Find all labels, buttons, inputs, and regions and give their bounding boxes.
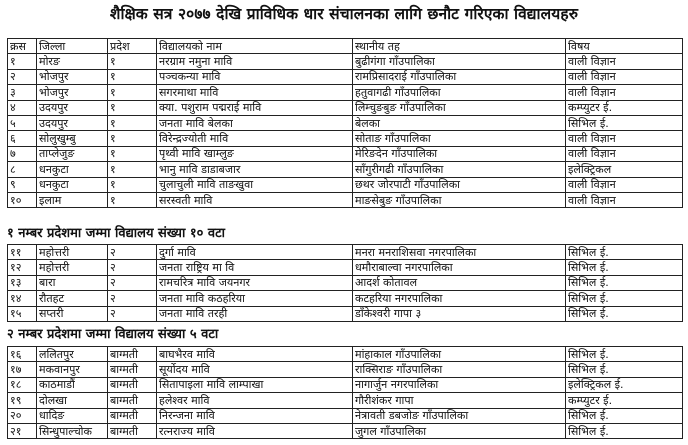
subject-cell: सिभिल ई. (566, 347, 683, 362)
serial-cell: ५ (8, 115, 37, 130)
province-cell: १ (108, 131, 157, 146)
school-name-cell: जनता मावि कठहरिया (157, 291, 353, 306)
table-row (8, 377, 683, 392)
district-cell: धनकुटा (37, 162, 108, 177)
table-row (8, 347, 683, 362)
subject-cell: सिभिल ई. (566, 245, 683, 260)
local-level-cell: नेत्रावती डबजोङ गाँउपालिका (353, 408, 566, 423)
serial-cell: ३ (8, 85, 37, 100)
table-row (8, 146, 683, 161)
school-name-cell: रत्नराज्य मावि (157, 423, 353, 438)
local-level-cell: साँगुरीगढी गाँउपालिका (353, 162, 566, 177)
subject-cell: सिभिल ई. (566, 423, 683, 438)
province-cell: १ (108, 54, 157, 69)
local-level-cell: मनरा मनराशिसवा नगरपालिका (353, 245, 566, 260)
local-level-cell: मांहाकाल गाँउपालिका (353, 347, 566, 362)
local-level-cell: जुगल गाँउपालिका (353, 423, 566, 438)
local-level-cell: मेरिङदेन गाँउपालिका (353, 146, 566, 161)
district-cell: काठमाडौं (37, 377, 108, 392)
local-level-cell: धमौराबाल्वा नगरपालिका (353, 260, 566, 275)
schools-table-bagmati (7, 346, 683, 439)
table-row (8, 260, 683, 275)
schools-table-province-1 (7, 38, 683, 208)
school-name-cell: सरस्वती मावि (157, 192, 353, 207)
page-title: शैक्षिक सत्र २०७७ देखि प्राविधिक धार संचालनका लागि छनौट गरिएका विद्यालयहरु (109, 5, 579, 23)
province-cell: बाग्मती (108, 362, 157, 377)
header-school-name: विद्यालयको नाम (157, 39, 353, 54)
subject-cell: वाली विज्ञान (566, 177, 683, 192)
table-row (8, 362, 683, 377)
subject-cell: वाली विज्ञान (566, 85, 683, 100)
subject-cell: सिभिल ई. (566, 291, 683, 306)
serial-cell: १४ (8, 291, 37, 306)
serial-cell: ७ (8, 146, 37, 161)
province-cell: बाग्मती (108, 408, 157, 423)
subject-cell: वाली विज्ञान (566, 131, 683, 146)
province-cell: १ (108, 177, 157, 192)
school-name-cell: सितापाइला मावि लाम्पाखा (157, 377, 353, 392)
school-name-cell: बाघभैरव मावि (157, 347, 353, 362)
table-row (8, 245, 683, 260)
serial-cell: १६ (8, 347, 37, 362)
district-cell: ताप्लेजुङ (37, 146, 108, 161)
header-local-level: स्थानीय तह (353, 39, 566, 54)
district-cell: उदयपुर (37, 100, 108, 115)
province-cell: १ (108, 162, 157, 177)
school-name-cell: जनता मावि बेलका (157, 115, 353, 130)
schools-table-province-2 (7, 244, 683, 322)
table-row (8, 115, 683, 130)
subject-cell: सिभिल ई. (566, 362, 683, 377)
table-row (8, 192, 683, 207)
school-name-cell: चुलाचुली मावि ताङखुवा (157, 177, 353, 192)
local-level-cell: रामप्रिसादराई गाँउपालिका (353, 69, 566, 84)
local-level-cell: नागार्जुन नगरपालिका (353, 377, 566, 392)
subject-cell: सिभिल ई. (566, 408, 683, 423)
subject-cell: इलेक्ट्रिकल (566, 162, 683, 177)
school-name-cell: सूर्योदय मावि (157, 362, 353, 377)
serial-cell: ९ (8, 177, 37, 192)
serial-cell: २१ (8, 423, 37, 438)
district-cell: सिन्धुपाल्चोक (37, 423, 108, 438)
province-cell: १ (108, 69, 157, 84)
district-cell: मकवानपुर (37, 362, 108, 377)
subject-cell: कम्प्युटर ई. (566, 393, 683, 408)
serial-cell: १० (8, 192, 37, 207)
table-row (8, 54, 683, 69)
subject-cell: कम्प्युटर ई. (566, 100, 683, 115)
local-level-cell: छथर जोरपाटी गाँउपालिका (353, 177, 566, 192)
header-district: जिल्ला (37, 39, 108, 54)
province-cell: १ (108, 115, 157, 130)
local-level-cell: कटहरिया नगरपालिका (353, 291, 566, 306)
subject-cell: इलेक्ट्रिकल ई. (566, 377, 683, 392)
local-level-cell: डाँकेश्वरी गापा ३ (353, 306, 566, 321)
province-cell: १ (108, 100, 157, 115)
serial-cell: ६ (8, 131, 37, 146)
district-cell: महोत्तरी (37, 245, 108, 260)
table-row (8, 69, 683, 84)
district-cell: भोजपुर (37, 85, 108, 100)
school-name-cell: भानु मावि डाडाबजार (157, 162, 353, 177)
subject-cell: सिभिल ई. (566, 306, 683, 321)
school-name-cell: सगरमाथा मावि (157, 85, 353, 100)
province-cell: २ (108, 245, 157, 260)
school-name-cell: दुर्गा मावि (157, 245, 353, 260)
serial-cell: ८ (8, 162, 37, 177)
table-header-row (8, 39, 683, 54)
province-cell: बाग्मती (108, 377, 157, 392)
district-cell: भोजपुर (37, 69, 108, 84)
subject-cell: वाली विज्ञान (566, 54, 683, 69)
local-level-cell: आदर्श कोतावल (353, 275, 566, 290)
province-cell: बाग्मती (108, 423, 157, 438)
table-row (8, 423, 683, 438)
local-level-cell: गौरीशंकर गापा (353, 393, 566, 408)
school-name-cell: निरन्जना मावि (157, 408, 353, 423)
district-cell: मोरङ (37, 54, 108, 69)
local-level-cell: सोताङ गाँउपालिका (353, 131, 566, 146)
serial-cell: २ (8, 69, 37, 84)
province-cell: १ (108, 192, 157, 207)
subject-cell: सिभिल ई. (566, 275, 683, 290)
district-cell: महोत्तरी (37, 260, 108, 275)
table-row (8, 177, 683, 192)
school-name-cell: रामचरित्र मावि जयनगर (157, 275, 353, 290)
province-cell: २ (108, 306, 157, 321)
school-name-cell: क्या. पशुराम पद्मराई मावि (157, 100, 353, 115)
province-2-total-heading: २ नम्बर प्रदेशमा जम्मा विद्यालय संख्या ५ वटा (7, 327, 219, 342)
district-cell: धादिङ (37, 408, 108, 423)
serial-cell: २० (8, 408, 37, 423)
header-province: प्रदेश (108, 39, 157, 54)
school-name-cell: जनता मावि तरही (157, 306, 353, 321)
serial-cell: ४ (8, 100, 37, 115)
province-cell: २ (108, 275, 157, 290)
table-row (8, 408, 683, 423)
province-cell: बाग्मती (108, 393, 157, 408)
district-cell: इलाम (37, 192, 108, 207)
serial-cell: १७ (8, 362, 37, 377)
local-level-cell: राक्सिराङ गाँउपालिका (353, 362, 566, 377)
school-name-cell: विरेन्द्रज्योती मावि (157, 131, 353, 146)
province-cell: १ (108, 85, 157, 100)
local-level-cell: लिम्चुङबुङ गाँउपालिका (353, 100, 566, 115)
district-cell: उदयपुर (37, 115, 108, 130)
subject-cell: वाली विज्ञान (566, 69, 683, 84)
local-level-cell: बुढीगंगा गाँउपालिका (353, 54, 566, 69)
province-cell: १ (108, 146, 157, 161)
table-row (8, 85, 683, 100)
subject-cell: सिभिल ई. (566, 260, 683, 275)
school-name-cell: नरग्राम नमुना मावि (157, 54, 353, 69)
subject-cell: वाली विज्ञान (566, 192, 683, 207)
serial-cell: ११ (8, 245, 37, 260)
district-cell: रौतहट (37, 291, 108, 306)
serial-cell: १९ (8, 393, 37, 408)
serial-cell: १३ (8, 275, 37, 290)
serial-cell: १२ (8, 260, 37, 275)
province-cell: २ (108, 260, 157, 275)
serial-cell: १ (8, 54, 37, 69)
table-row (8, 306, 683, 321)
header-subject: विषय (566, 39, 683, 54)
subject-cell: वाली विज्ञान (566, 146, 683, 161)
school-name-cell: जनता राष्ट्रिय मा वि (157, 260, 353, 275)
district-cell: सप्तरी (37, 306, 108, 321)
table-row (8, 100, 683, 115)
table-row (8, 162, 683, 177)
province-1-total-heading: १ नम्बर प्रदेशमा जम्मा विद्यालय संख्या १० वटा (7, 226, 226, 241)
subject-cell: सिभिल ई. (566, 115, 683, 130)
local-level-cell: बेलका (353, 115, 566, 130)
district-cell: बारा (37, 275, 108, 290)
table-row (8, 131, 683, 146)
district-cell: धनकुटा (37, 177, 108, 192)
school-name-cell: पृथ्वी मावि खाम्लुङ (157, 146, 353, 161)
serial-cell: १५ (8, 306, 37, 321)
table-row (8, 275, 683, 290)
district-cell: सोलुखुम्बु (37, 131, 108, 146)
table-row (8, 291, 683, 306)
district-cell: ललितपुर (37, 347, 108, 362)
serial-cell: १८ (8, 377, 37, 392)
local-level-cell: हतुवागढी गाँउपालिका (353, 85, 566, 100)
school-name-cell: हलेश्वर मावि (157, 393, 353, 408)
school-name-cell: पञ्चकन्या मावि (157, 69, 353, 84)
district-cell: दोलखा (37, 393, 108, 408)
province-cell: बाग्मती (108, 347, 157, 362)
province-cell: २ (108, 291, 157, 306)
table-row (8, 393, 683, 408)
header-serial: क्रस (8, 39, 37, 54)
local-level-cell: माङसेबुङ गाँउपालिका (353, 192, 566, 207)
